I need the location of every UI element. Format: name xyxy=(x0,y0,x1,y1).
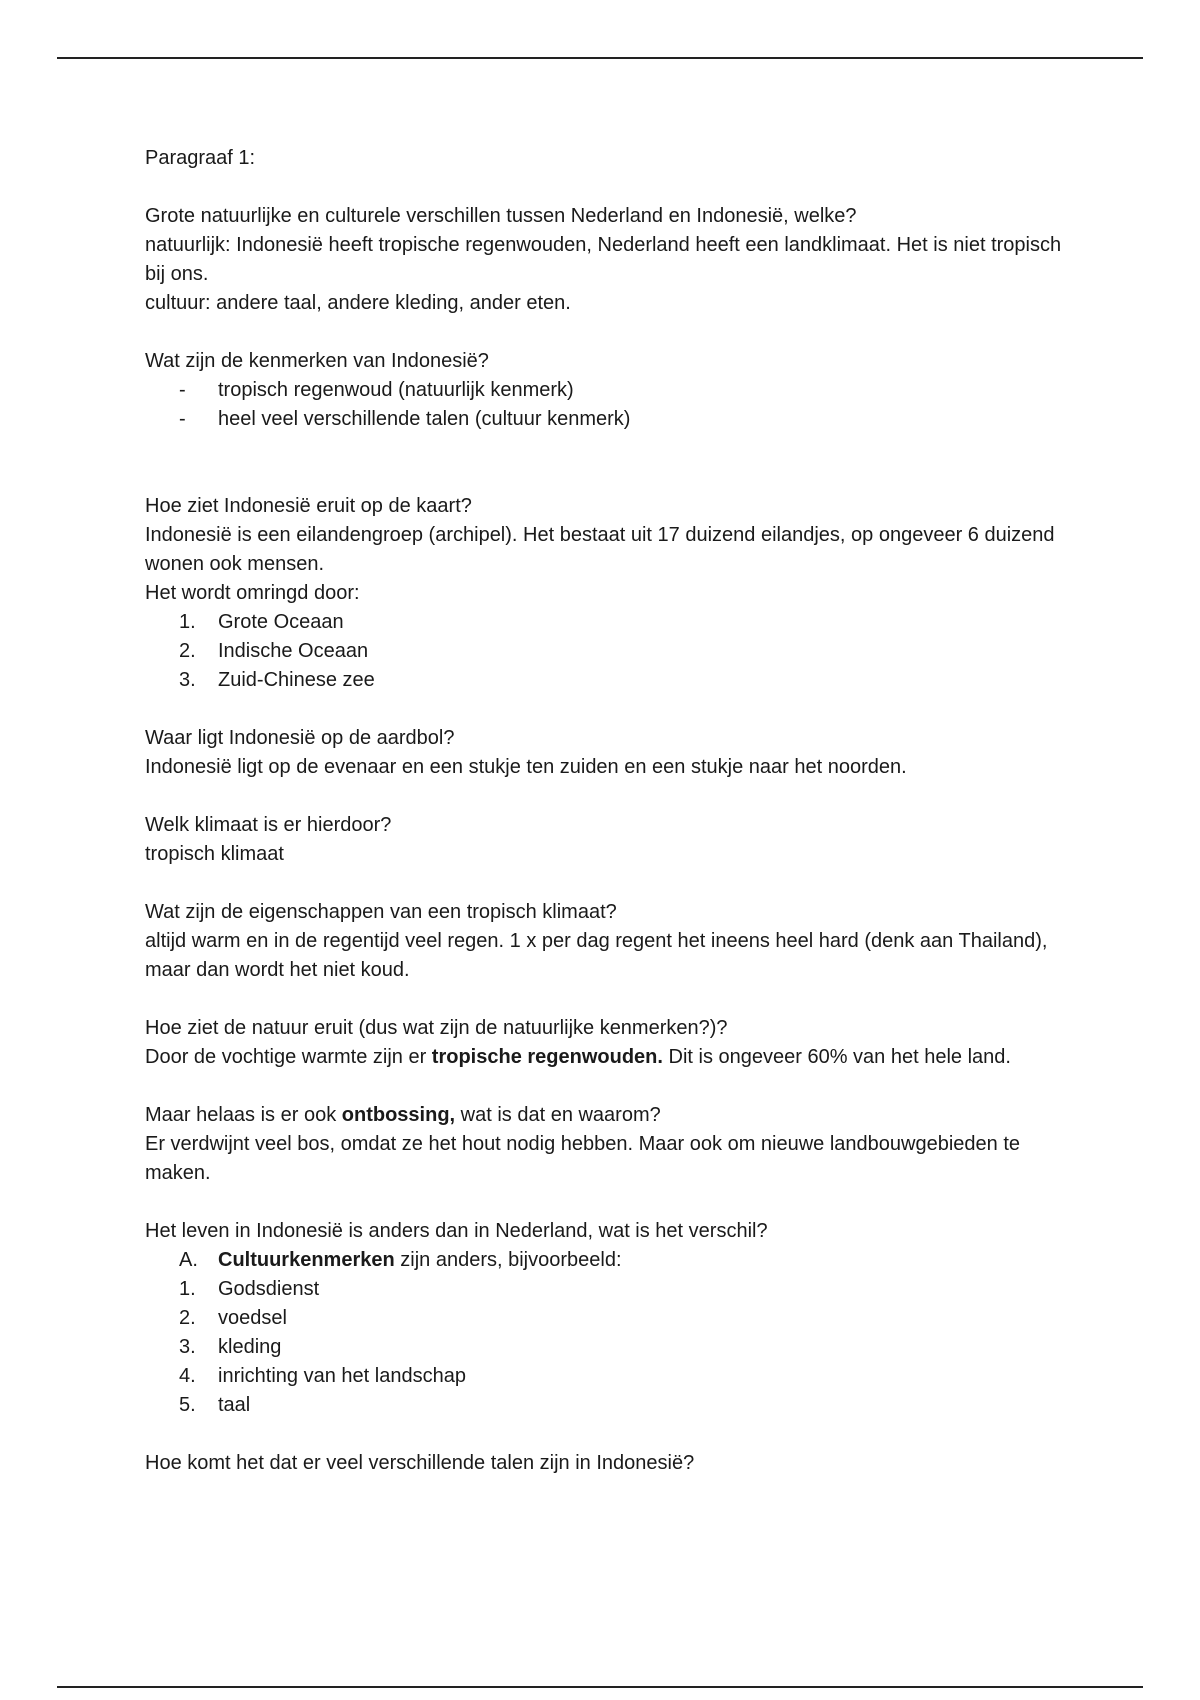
question-climate-properties: Wat zijn de eigenschappen van een tropisch klimaat? xyxy=(145,901,617,923)
answer-climate: tropisch klimaat xyxy=(145,843,284,865)
list-item: 1. Godsdienst xyxy=(179,1278,320,1300)
answer-natural: natuurlijk: Indonesië heeft tropische regenwouden, Nederland heeft een landklimaat. Het is niet tropisch bij ons. xyxy=(145,234,1062,285)
answer-map: Indonesië is een eilandengroep (archipel). Het bestaat uit 17 duizend eilandjes, op ongeveer 6 duizend wonen ook mensen. xyxy=(145,524,1055,575)
document-body xyxy=(145,144,1065,1478)
question-deforestation: Maar helaas is er ook ontbossing, wat is dat en waarom? xyxy=(145,1104,661,1126)
dash-marker: - xyxy=(179,379,186,401)
question-characteristics: Wat zijn de kenmerken van Indonesië? xyxy=(145,350,489,372)
list-item: 5. taal xyxy=(179,1394,251,1416)
answer-culture: cultuur: andere taal, andere kleding, ander eten. xyxy=(145,292,571,314)
list-item: - heel veel verschillende talen (cultuur kenmerk) xyxy=(145,405,1065,434)
answer-deforestation: Er verdwijnt veel bos, omdat ze het hout nodig hebben. Maar ook om nieuwe landbouwgebieden te maken. xyxy=(145,1133,1021,1184)
list-item: 3. Zuid-Chinese zee xyxy=(179,669,375,691)
question-languages: Hoe komt het dat er veel verschillende talen zijn in Indonesië? xyxy=(145,1452,695,1474)
oceans-intro: Het wordt omringd door: xyxy=(145,582,360,604)
answer-location: Indonesië ligt op de evenaar en een stukje ten zuiden en een stukje naar het noorden. xyxy=(145,756,907,778)
culture-alpha-list xyxy=(145,1246,1065,1275)
question-location: Waar ligt Indonesië op de aardbol? xyxy=(145,727,455,749)
question-map: Hoe ziet Indonesië eruit op de kaart? xyxy=(145,495,472,517)
section-heading: Paragraaf 1: xyxy=(145,147,256,169)
question-nature: Hoe ziet de natuur eruit (dus wat zijn de natuurlijke kenmerken?)? xyxy=(145,1017,728,1039)
list-item: 4. inrichting van het landschap xyxy=(179,1365,466,1387)
dash-marker: - xyxy=(179,408,186,430)
question-differences: Grote natuurlijke en culturele verschillen tussen Nederland en Indonesië, welke? xyxy=(145,205,857,227)
list-item: - tropisch regenwoud (natuurlijk kenmerk) xyxy=(145,376,1065,405)
list-item: 3. kleding xyxy=(179,1336,282,1358)
question-climate: Welk klimaat is er hierdoor? xyxy=(145,814,392,836)
list-item: 2. Indische Oceaan xyxy=(179,640,369,662)
answer-nature: Door de vochtige warmte zijn er tropische regenwouden. Dit is ongeveer 60% van het hele land. xyxy=(145,1046,1011,1068)
list-item: A. Cultuurkenmerken zijn anders, bijvoorbeeld: xyxy=(179,1249,622,1271)
answer-climate-properties: altijd warm en in de regentijd veel regen. 1 x per dag regent het ineens heel hard (denk aan Thailand), maar dan wordt het niet koud. xyxy=(145,930,1048,981)
oceans-list xyxy=(145,608,1065,695)
bottom-divider xyxy=(57,1686,1143,1688)
characteristics-list xyxy=(145,376,1065,434)
list-item: 1. Grote Oceaan xyxy=(179,611,344,633)
question-life-differences: Het leven in Indonesië is anders dan in Nederland, wat is het verschil? xyxy=(145,1220,768,1242)
list-item: 2. voedsel xyxy=(179,1307,287,1329)
culture-characteristics-list xyxy=(145,1275,1065,1420)
top-divider xyxy=(57,57,1143,59)
